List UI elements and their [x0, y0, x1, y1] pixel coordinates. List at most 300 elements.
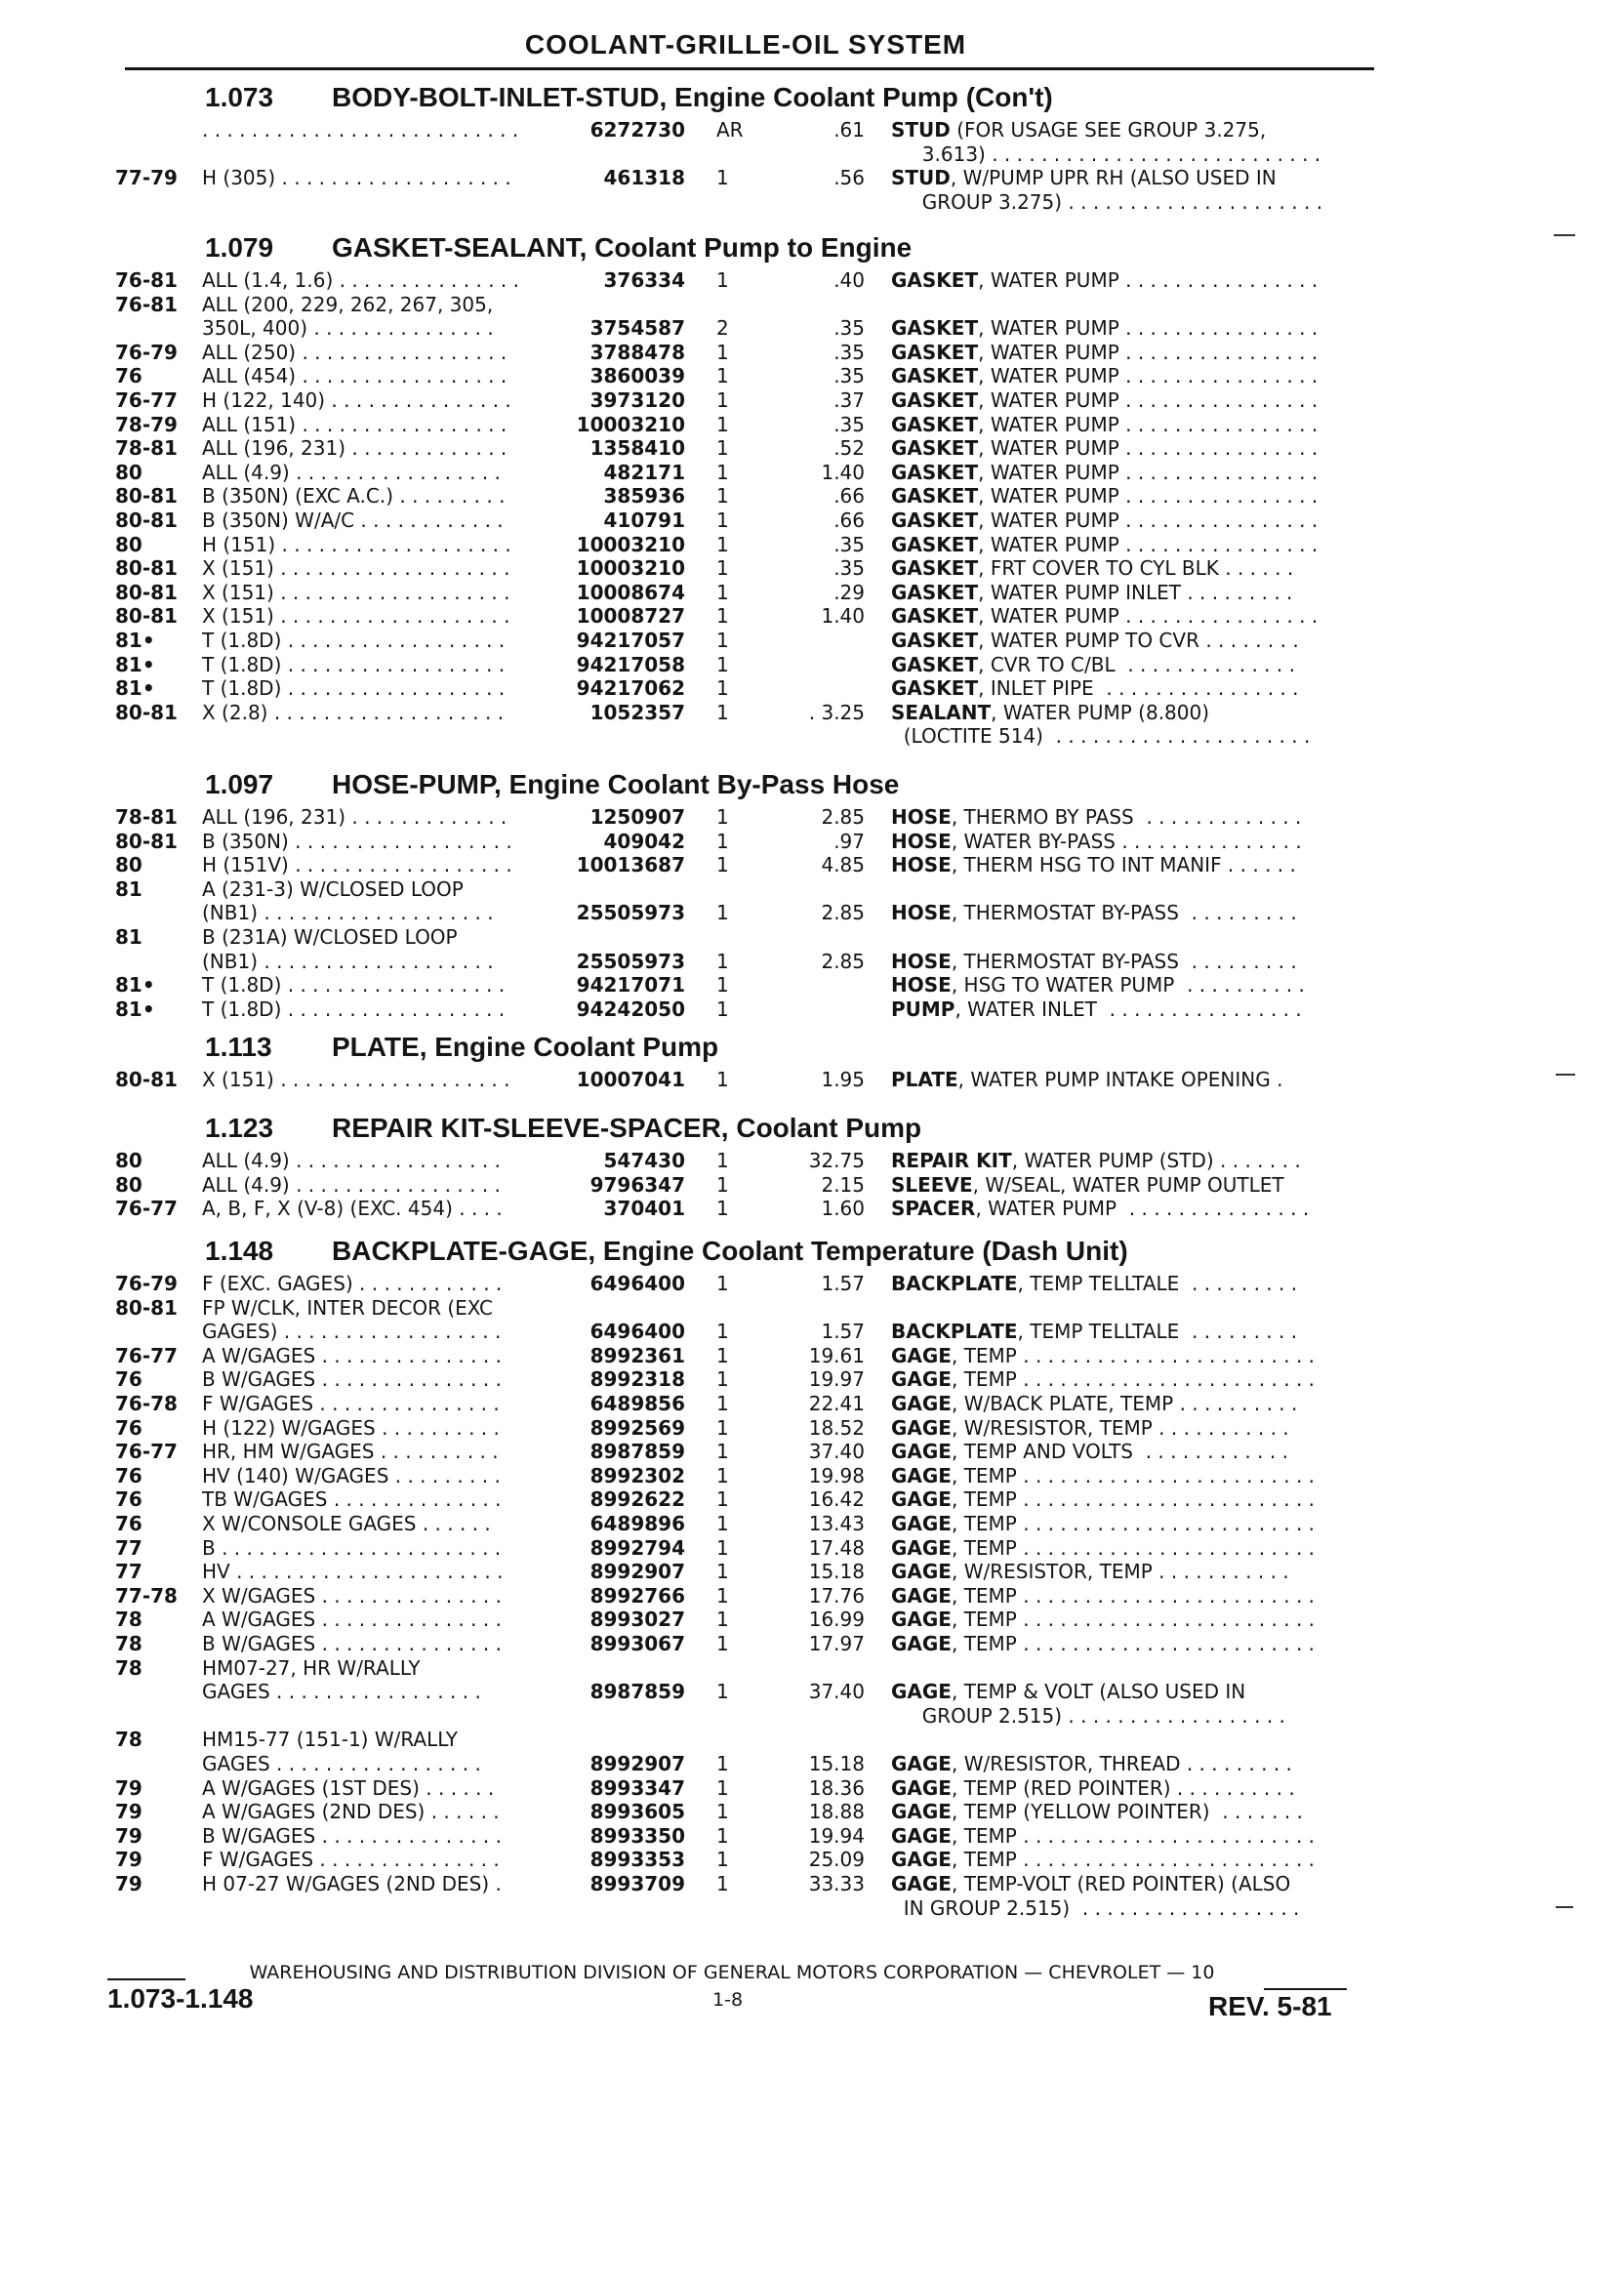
description-keyword: HOSE [891, 853, 952, 876]
page-header-title: COOLANT-GRILLE-OIL SYSTEM [524, 29, 967, 60]
application: T (1.8D) . . . . . . . . . . . . . . . . . . [202, 629, 506, 652]
description-detail: , WATER PUMP . . . . . . . . . . . . . . . [975, 1197, 1310, 1220]
description-detail: , FRT COVER TO CYL BLK . . . . . . [978, 556, 1294, 580]
description [891, 1148, 1367, 1173]
quantity: 1 [716, 1632, 729, 1655]
quantity: 1 [716, 1848, 729, 1871]
table-row [0, 900, 1624, 925]
table-row [0, 997, 1624, 1022]
description [891, 1799, 1367, 1824]
description-keyword: STUD [891, 166, 951, 189]
model-year: 80-81 [115, 509, 178, 532]
description [891, 1895, 1367, 1921]
description-detail: , TEMP . . . . . . . . . . . . . . . . . . . . . . . . [951, 1487, 1316, 1511]
description-detail: , WATER PUMP . . . . . . . . . . . . . . . . [978, 341, 1319, 364]
quantity: 1 [716, 364, 729, 387]
description-keyword: GASKET [891, 604, 979, 628]
price: . 3.25 [808, 701, 865, 724]
quantity: 1 [716, 676, 729, 700]
model-year: 81• [115, 676, 155, 700]
table-row [0, 1775, 1624, 1801]
description [891, 580, 1367, 605]
model-year: 78-81 [115, 805, 178, 829]
model-year: 79 [115, 1848, 142, 1871]
application: HV . . . . . . . . . . . . . . . . . . . . . . [202, 1560, 504, 1583]
quantity: 1 [716, 830, 729, 853]
model-year: 80-81 [115, 581, 178, 604]
part-number: 8993350 [589, 1824, 685, 1848]
quantity: 1 [716, 950, 729, 973]
price: .37 [833, 388, 865, 412]
application: F W/GAGES . . . . . . . . . . . . . . . [202, 1392, 500, 1415]
description [891, 1319, 1367, 1344]
part-number: 8993353 [589, 1848, 685, 1871]
part-number: 3754587 [589, 316, 685, 340]
model-year: 78-79 [115, 413, 178, 436]
section-heading [205, 82, 1053, 113]
part-number: 8993709 [589, 1872, 685, 1895]
description [891, 1366, 1367, 1392]
description-detail: GROUP 2.515) . . . . . . . . . . . . . . . . . . [891, 1704, 1285, 1728]
description [891, 412, 1367, 437]
table-row [0, 1271, 1624, 1296]
part-number: 8992622 [589, 1487, 685, 1511]
description-keyword: GAGE [891, 1608, 952, 1631]
description [891, 1391, 1367, 1416]
description-detail: , THERMO BY PASS . . . . . . . . . . . . . [951, 805, 1302, 829]
description-keyword: GAGE [891, 1344, 952, 1367]
table-row [0, 804, 1624, 830]
quantity: 1 [716, 533, 729, 556]
quantity: 1 [716, 853, 729, 876]
description [891, 675, 1367, 701]
part-number: 385936 [603, 484, 685, 508]
table-row [0, 1148, 1624, 1173]
model-year: 78 [115, 1608, 142, 1631]
model-year: 78 [115, 1728, 142, 1751]
price: 1.40 [821, 604, 865, 628]
part-number: 94217058 [576, 653, 685, 676]
description-detail: , WATER PUMP . . . . . . . . . . . . . . . . [978, 413, 1319, 436]
description-detail: , WATER PUMP . . . . . . . . . . . . . . . . [978, 509, 1319, 532]
part-number: 94242050 [576, 998, 685, 1021]
part-number: 370401 [603, 1197, 685, 1220]
model-year: 78 [115, 1656, 142, 1680]
quantity: 1 [716, 556, 729, 580]
description [891, 387, 1367, 413]
description-detail: IN GROUP 2.515) . . . . . . . . . . . . . . . . . . [891, 1896, 1300, 1920]
quantity: 1 [716, 701, 729, 724]
model-year: 80 [115, 1173, 142, 1197]
quantity: 1 [716, 413, 729, 436]
quantity: 1 [716, 1752, 729, 1775]
quantity: 1 [716, 166, 729, 189]
description-detail: , TEMP (YELLOW POINTER) . . . . . . . [951, 1800, 1303, 1823]
description-detail: , THERMOSTAT BY-PASS . . . . . . . . . [951, 901, 1297, 924]
application: T (1.8D) . . . . . . . . . . . . . . . . . . [202, 973, 506, 997]
description-detail: GROUP 3.275) . . . . . . . . . . . . . . . . . . . . . [891, 190, 1323, 214]
quantity: 1 [716, 1512, 729, 1535]
model-year: 77 [115, 1560, 142, 1583]
description [891, 340, 1367, 365]
description [891, 117, 1367, 142]
price: 22.41 [808, 1392, 865, 1415]
description [891, 1847, 1367, 1872]
application: ALL (250) . . . . . . . . . . . . . . . . . [202, 341, 508, 364]
table-row [0, 1196, 1624, 1221]
table-row [0, 1703, 1624, 1729]
description-detail: , W/RESISTOR, TEMP . . . . . . . . . . . [951, 1560, 1289, 1583]
section-title: GASKET-SEALANT, Coolant Pump to Engine [332, 232, 913, 263]
description-keyword: STUD [891, 118, 951, 142]
price: .35 [833, 413, 865, 436]
table-row [0, 1583, 1624, 1608]
quantity: 1 [716, 1173, 729, 1197]
application: A W/GAGES (1ST DES) . . . . . . [202, 1776, 495, 1800]
quantity: 1 [716, 1800, 729, 1823]
description-keyword: HOSE [891, 830, 952, 853]
application: X (2.8) . . . . . . . . . . . . . . . . . . . [202, 701, 505, 724]
model-year: 80-81 [115, 830, 178, 853]
price: .35 [833, 556, 865, 580]
section-heading [205, 232, 912, 264]
margin-mark [1556, 1906, 1573, 1908]
table-row [0, 117, 1624, 142]
description-detail: , WATER PUMP INTAKE OPENING . [957, 1068, 1283, 1091]
description [891, 1775, 1367, 1801]
description [891, 555, 1367, 581]
application: GAGES . . . . . . . . . . . . . . . . . [202, 1752, 481, 1775]
description-detail: , WATER PUMP . . . . . . . . . . . . . . . . [978, 316, 1319, 340]
application: H (122, 140) . . . . . . . . . . . . . . . [202, 388, 511, 412]
description-detail: , THERMOSTAT BY-PASS . . . . . . . . . [951, 950, 1297, 973]
description [891, 972, 1367, 998]
table-row [0, 460, 1624, 485]
description-detail: , TEMP TELLTALE . . . . . . . . . [1017, 1272, 1298, 1295]
part-number: 8992302 [589, 1464, 685, 1487]
application: B (231A) W/CLOSED LOOP [202, 925, 458, 949]
description-detail: , WATER PUMP INLET . . . . . . . . . [978, 581, 1293, 604]
description-detail: , WATER PUMP (8.800) [991, 701, 1210, 724]
description-keyword: GASKET [891, 316, 979, 340]
part-number: 1358410 [589, 436, 685, 460]
section-heading [205, 1032, 718, 1063]
quantity: 1 [716, 1272, 729, 1295]
model-year: 80 [115, 1149, 142, 1172]
table-row [0, 1607, 1624, 1632]
application: X (151) . . . . . . . . . . . . . . . . . . . [202, 1068, 510, 1091]
footer-page-number: 1-8 [712, 1989, 744, 2011]
table-row [0, 267, 1624, 293]
model-year: 81• [115, 653, 155, 676]
description-detail: , WATER PUMP . . . . . . . . . . . . . . . . [978, 388, 1319, 412]
description-detail: , WATER BY-PASS . . . . . . . . . . . . . . . [951, 830, 1302, 853]
model-year: 80-81 [115, 484, 178, 508]
description-keyword: GASKET [891, 484, 979, 508]
description-keyword: GAGE [891, 1536, 952, 1560]
price: 19.61 [808, 1344, 865, 1367]
application: B W/GAGES . . . . . . . . . . . . . . . [202, 1367, 502, 1391]
application: X (151) . . . . . . . . . . . . . . . . . . . [202, 604, 510, 628]
section-number: 1.097 [205, 769, 274, 799]
description-detail: , WATER PUMP . . . . . . . . . . . . . . . . [978, 484, 1319, 508]
application: ALL (196, 231) . . . . . . . . . . . . . [202, 805, 508, 829]
model-year: 76 [115, 1464, 142, 1487]
part-number: 6496400 [589, 1320, 685, 1343]
model-year: 77-79 [115, 166, 178, 189]
application: B W/GAGES . . . . . . . . . . . . . . . [202, 1632, 502, 1655]
quantity: 1 [716, 1487, 729, 1511]
application: HV (140) W/GAGES . . . . . . . . . [202, 1464, 501, 1487]
description-detail: , CVR TO C/BL . . . . . . . . . . . . . . [978, 653, 1295, 676]
table-row [0, 700, 1624, 725]
description-keyword: GAGE [891, 1632, 952, 1655]
application: A, B, F, X (V-8) (EXC. 454) . . . . [202, 1197, 503, 1220]
description-keyword: BACKPLATE [891, 1272, 1018, 1295]
price: 15.18 [808, 1560, 865, 1583]
part-number: 94217057 [576, 629, 685, 652]
section-title: BACKPLATE-GAGE, Engine Coolant Temperature (Dash Unit) [332, 1236, 1128, 1266]
section-number: 1.073 [205, 82, 274, 112]
description [891, 460, 1367, 485]
description-detail: , THERM HSG TO INT MANIF . . . . . . [951, 853, 1296, 876]
description-detail: , TEMP . . . . . . . . . . . . . . . . . . . . . . . . [951, 1344, 1316, 1367]
price: 13.43 [808, 1512, 865, 1535]
description-keyword: GAGE [891, 1464, 952, 1487]
description-keyword: PLATE [891, 1068, 958, 1091]
model-year: 80-81 [115, 1068, 178, 1091]
application: H (151) . . . . . . . . . . . . . . . . . . . [202, 533, 511, 556]
part-number: 482171 [603, 461, 685, 484]
description-keyword: GAGE [891, 1584, 952, 1608]
table-row [0, 1511, 1624, 1536]
description-keyword: GASKET [891, 436, 979, 460]
price: .35 [833, 533, 865, 556]
model-year: 79 [115, 1776, 142, 1800]
table-row [0, 972, 1624, 998]
price: 16.99 [808, 1608, 865, 1631]
section-title: HOSE-PUMP, Engine Coolant By-Pass Hose [332, 769, 900, 799]
description-detail: , WATER PUMP TO CVR . . . . . . . . [978, 629, 1299, 652]
table-row [0, 852, 1624, 877]
table-row [0, 1559, 1624, 1584]
model-year: 77-78 [115, 1584, 178, 1608]
application: (NB1) . . . . . . . . . . . . . . . . . . . [202, 950, 494, 973]
part-number: 25505973 [576, 901, 685, 924]
description-keyword: REPAIR KIT [891, 1149, 1012, 1172]
model-year: 76 [115, 1416, 142, 1440]
table-row [0, 189, 1624, 215]
application: A W/GAGES . . . . . . . . . . . . . . . [202, 1344, 502, 1367]
application: HM07-27, HR W/RALLY [202, 1656, 421, 1680]
description-keyword: SPACER [891, 1197, 976, 1220]
model-year: 81• [115, 973, 155, 997]
description [891, 435, 1367, 461]
part-number: 409042 [603, 830, 685, 853]
quantity: 1 [716, 1367, 729, 1391]
quantity: 1 [716, 1872, 729, 1895]
description-keyword: GASKET [891, 509, 979, 532]
application: X W/GAGES . . . . . . . . . . . . . . . [202, 1584, 502, 1608]
description [891, 1343, 1367, 1368]
table-row [0, 292, 1624, 317]
description-keyword: PUMP [891, 998, 955, 1021]
quantity: 1 [716, 341, 729, 364]
table-row [0, 1631, 1624, 1656]
description-detail: , W/BACK PLATE, TEMP . . . . . . . . . . [951, 1392, 1298, 1415]
description-detail: , TEMP . . . . . . . . . . . . . . . . . . . . . . . . [951, 1464, 1316, 1487]
description [891, 900, 1367, 925]
quantity: 1 [716, 1149, 729, 1172]
table-row [0, 1871, 1624, 1896]
quantity: 1 [716, 1584, 729, 1608]
description-detail: , TEMP TELLTALE . . . . . . . . . [1017, 1320, 1298, 1343]
part-number: 461318 [603, 166, 685, 189]
model-year: 78-81 [115, 436, 178, 460]
price: 17.76 [808, 1584, 865, 1608]
description [891, 1486, 1367, 1512]
description-keyword: GASKET [891, 676, 979, 700]
description [891, 1607, 1367, 1632]
footer-revision: REV. 5-81 [1208, 1991, 1332, 2021]
price: .35 [833, 316, 865, 340]
application: FP W/CLK, INTER DECOR (EXC [202, 1296, 493, 1320]
price: .52 [833, 436, 865, 460]
description [891, 1823, 1367, 1849]
table-row [0, 1679, 1624, 1704]
description-detail: , TEMP . . . . . . . . . . . . . . . . . . . . . . . . [951, 1512, 1316, 1535]
description-keyword: GAGE [891, 1440, 952, 1463]
table-row [0, 1486, 1624, 1512]
description-keyword: BACKPLATE [891, 1320, 1018, 1343]
description-detail: , TEMP . . . . . . . . . . . . . . . . . . . . . . . . [951, 1584, 1316, 1608]
description [891, 804, 1367, 830]
description-keyword: SLEEVE [891, 1173, 973, 1197]
part-number: 8992766 [589, 1584, 685, 1608]
quantity: AR [716, 118, 744, 142]
quantity: 1 [716, 581, 729, 604]
description-detail: , INLET PIPE . . . . . . . . . . . . . . . . [978, 676, 1299, 700]
part-number: 6272730 [589, 118, 685, 142]
description-detail: 3.613) . . . . . . . . . . . . . . . . . . . . . . . . . . . [891, 142, 1321, 166]
application: . . . . . . . . . . . . . . . . . . . . . . . . . . [202, 118, 519, 142]
description-detail: , TEMP-VOLT (RED POINTER) (ALSO [951, 1872, 1291, 1895]
price: 37.40 [808, 1680, 865, 1703]
description-detail: (FOR USAGE SEE GROUP 3.275, [950, 118, 1267, 142]
model-year: 80 [115, 533, 142, 556]
application: HM15-77 (151-1) W/RALLY [202, 1728, 458, 1751]
application: A W/GAGES . . . . . . . . . . . . . . . [202, 1608, 502, 1631]
description [891, 1871, 1367, 1896]
description-keyword: GAGE [891, 1800, 952, 1823]
model-year: 81 [115, 925, 142, 949]
quantity: 1 [716, 1392, 729, 1415]
price: .56 [833, 166, 865, 189]
model-year: 81 [115, 877, 142, 901]
application: GAGES) . . . . . . . . . . . . . . . . . . [202, 1320, 502, 1343]
model-year: 79 [115, 1800, 142, 1823]
price: .97 [833, 830, 865, 853]
price: 15.18 [808, 1752, 865, 1775]
price: .29 [833, 581, 865, 604]
description-keyword: GAGE [891, 1560, 952, 1583]
table-row [0, 580, 1624, 605]
table-row [0, 508, 1624, 533]
price: 19.98 [808, 1464, 865, 1487]
price: 37.40 [808, 1440, 865, 1463]
quantity: 1 [716, 1068, 729, 1091]
section-title: PLATE, Engine Coolant Pump [332, 1032, 719, 1062]
table-row [0, 1366, 1624, 1392]
description [891, 949, 1367, 974]
description-detail: , TEMP . . . . . . . . . . . . . . . . . . . . . . . . [951, 1632, 1316, 1655]
part-number: 547430 [603, 1149, 685, 1172]
description [891, 1631, 1367, 1656]
table-row [0, 603, 1624, 629]
application: ALL (151) . . . . . . . . . . . . . . . . . [202, 413, 508, 436]
part-number: 9796347 [589, 1173, 685, 1197]
price: 1.40 [821, 461, 865, 484]
description-detail: , WATER PUMP . . . . . . . . . . . . . . . . [978, 436, 1319, 460]
part-number: 8992569 [589, 1416, 685, 1440]
part-number: 8993347 [589, 1776, 685, 1800]
description-detail: , TEMP . . . . . . . . . . . . . . . . . . . . . . . . [951, 1608, 1316, 1631]
table-row [0, 1415, 1624, 1441]
model-year: 76 [115, 1487, 142, 1511]
quantity: 1 [716, 388, 729, 412]
description-keyword: GASKET [891, 268, 979, 292]
application: 350L, 400) . . . . . . . . . . . . . . . [202, 316, 494, 340]
description-detail: , TEMP AND VOLTS . . . . . . . . . . . . [951, 1440, 1288, 1463]
price: 33.33 [808, 1872, 865, 1895]
model-year: 79 [115, 1824, 142, 1848]
description [891, 1511, 1367, 1536]
price: 18.88 [808, 1800, 865, 1823]
table-row [0, 315, 1624, 341]
part-number: 10013687 [576, 853, 685, 876]
part-number: 1052357 [589, 701, 685, 724]
price: 4.85 [821, 853, 865, 876]
application: ALL (454) . . . . . . . . . . . . . . . . . [202, 364, 508, 387]
table-row [0, 1391, 1624, 1416]
quantity: 1 [716, 509, 729, 532]
part-number: 8987859 [589, 1440, 685, 1463]
description-keyword: GASKET [891, 533, 979, 556]
table-row [0, 1319, 1624, 1344]
footer-group-range: 1.073-1.148 [107, 1983, 254, 2014]
quantity: 1 [716, 1680, 729, 1703]
description [891, 483, 1367, 509]
description-keyword: GAGE [891, 1776, 952, 1800]
section-title: REPAIR KIT-SLEEVE-SPACER, Coolant Pump [332, 1113, 922, 1143]
description-keyword: GASKET [891, 581, 979, 604]
part-number: 94217062 [576, 676, 685, 700]
application: B (350N) W/A/C . . . . . . . . . . . . [202, 509, 504, 532]
application: F (EXC. GAGES) . . . . . . . . . . . . [202, 1272, 503, 1295]
price: .66 [833, 484, 865, 508]
table-row [0, 532, 1624, 557]
description [891, 1679, 1367, 1704]
description [891, 1535, 1367, 1561]
margin-mark [1556, 1074, 1575, 1076]
application: B (350N) (EXC A.C.) . . . . . . . . . [202, 484, 506, 508]
model-year: 76-77 [115, 1344, 178, 1367]
description-keyword: HOSE [891, 901, 952, 924]
quantity: 1 [716, 436, 729, 460]
margin-mark [1554, 234, 1575, 236]
description [891, 1196, 1367, 1221]
model-year: 80 [115, 461, 142, 484]
